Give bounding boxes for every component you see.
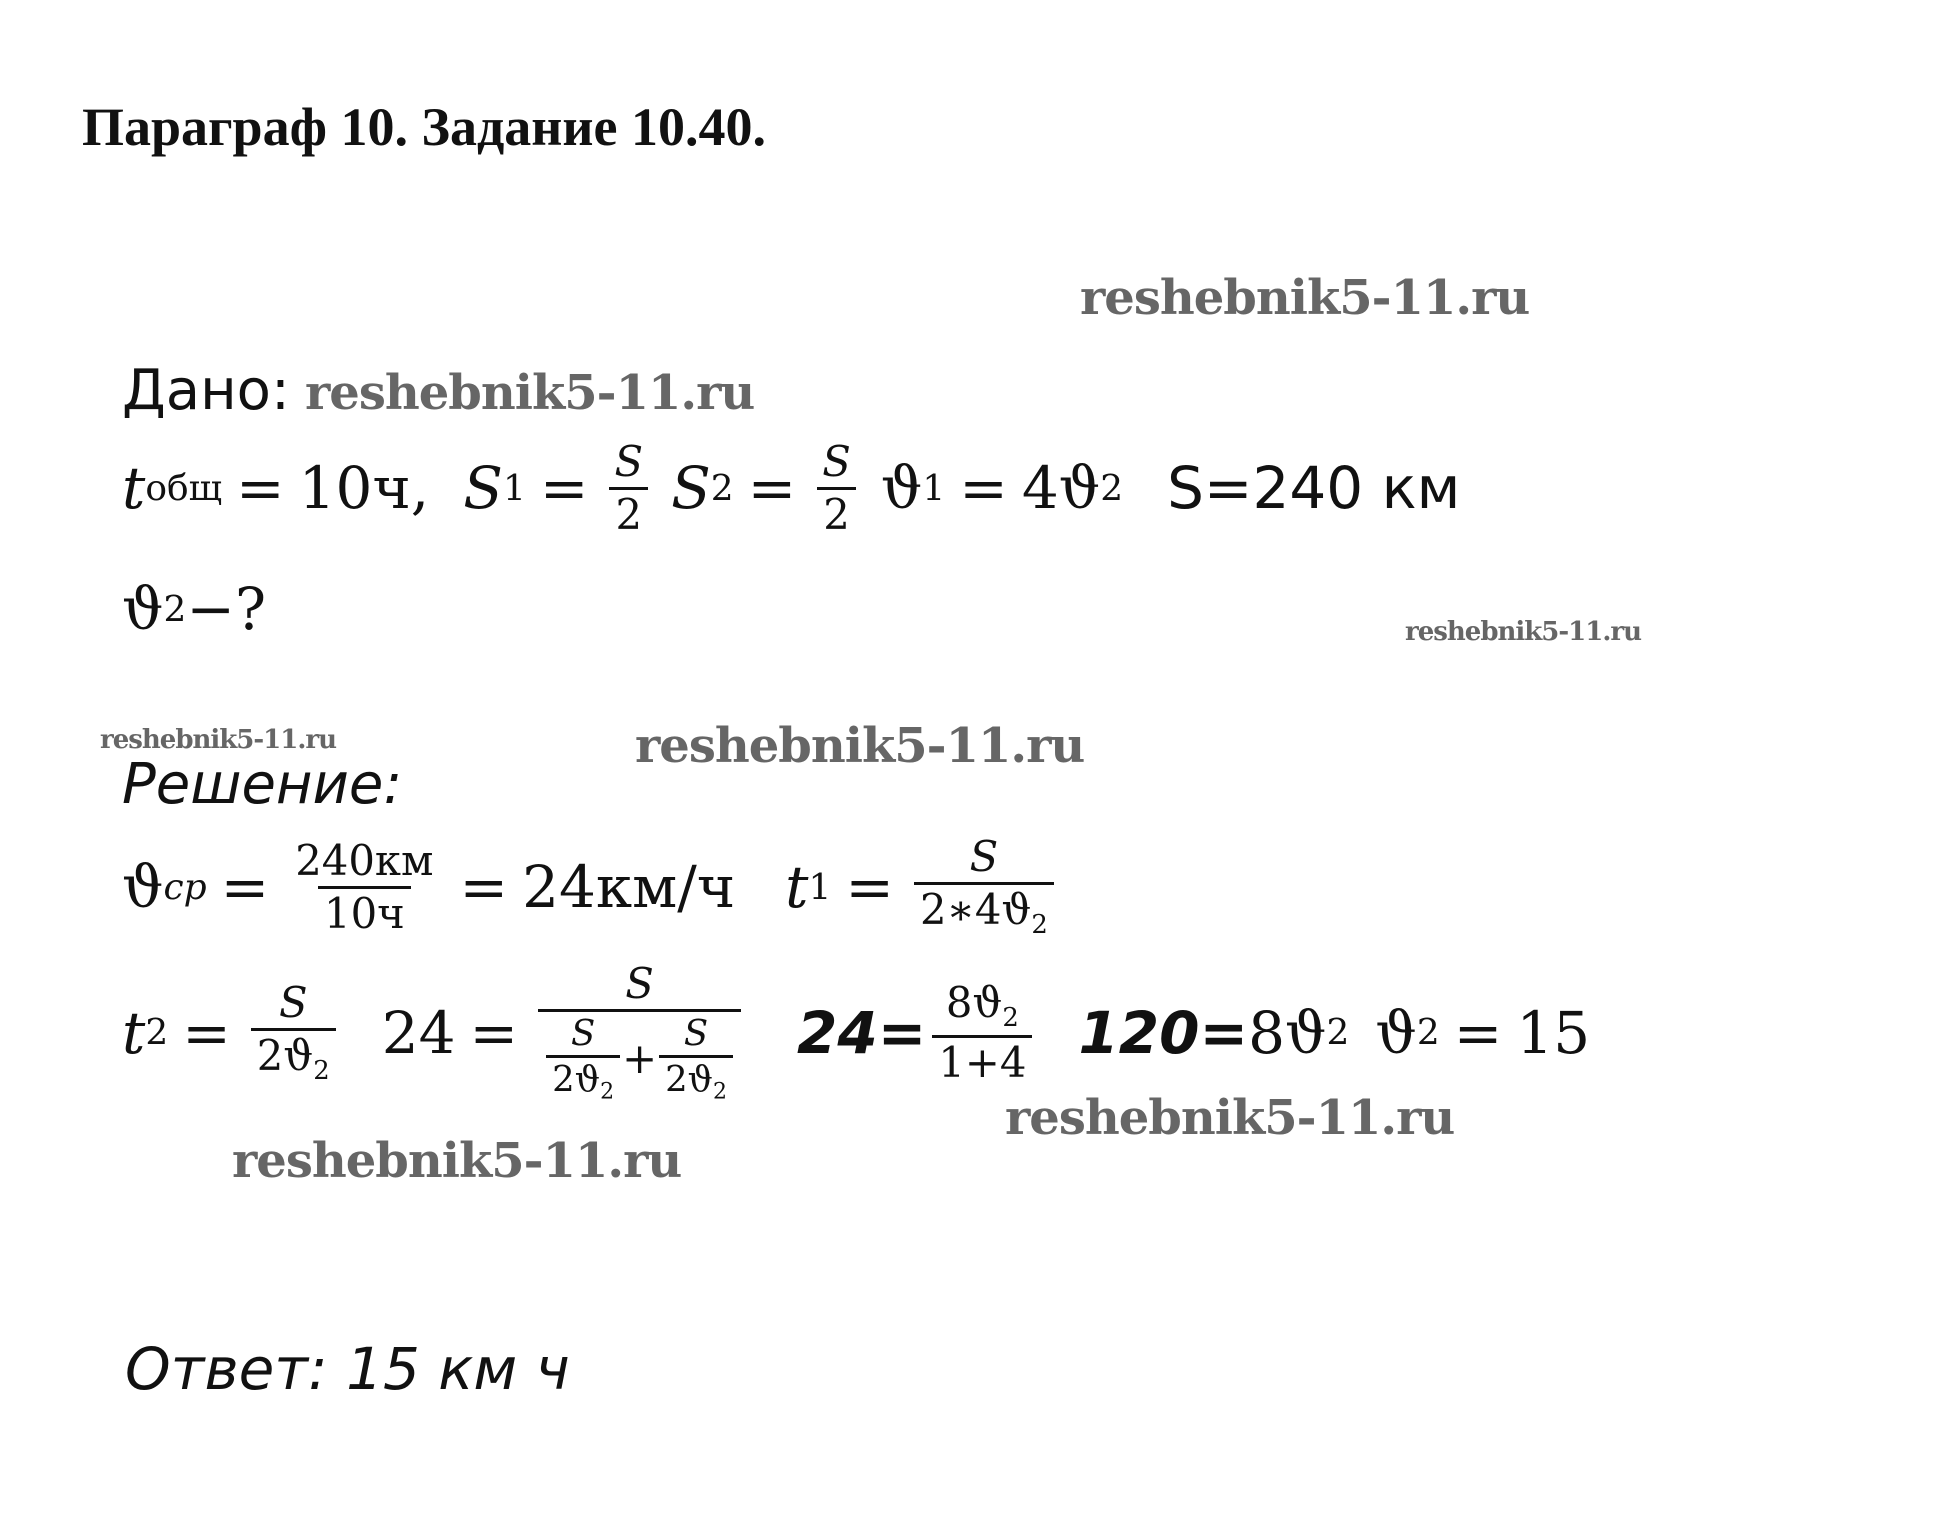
answer-line [125,1335,570,1403]
theta-subscript: 2 [163,588,187,630]
watermark: reshebnik5-11.ru [232,1133,682,1189]
question-mark: −? [186,575,267,643]
s1-symbol: S [463,454,503,523]
number-24: 24 [381,998,456,1067]
watermark: reshebnik5-11.ru [635,718,1085,774]
equals-sign: = [845,853,894,922]
theta-subscript: 2 [1100,467,1124,509]
watermark: reshebnik5-11.ru [305,365,755,421]
solution-line-2 [122,959,1591,1105]
time-subscript: общ [145,467,223,509]
page-title: Параграф 10. Задание 10.40. [82,97,766,157]
average-speed-fraction: $\frac{240км}{10ч}$ [295,835,434,938]
equals-sign: = [469,998,519,1067]
equals-sign: = [236,454,285,523]
time-subscript: 2 [145,1012,169,1054]
coefficient: 4 [1021,454,1059,523]
coefficient: 8 [1248,998,1286,1067]
theta-subscript: 1 [922,467,946,509]
s2-symbol: S [671,454,711,523]
solution-line-1 [122,832,1060,940]
given-heading: Дано: [122,358,290,423]
time-symbol: t [122,998,146,1067]
equals-sign: = [1453,998,1503,1067]
theta-symbol: ϑ [1285,998,1327,1067]
final-result: 15 [1516,998,1591,1067]
half-distance-fraction: $\frac{S}{2}$ [608,440,649,537]
equation-24: 24= [797,998,927,1067]
theta-symbol: ϑ [880,454,923,523]
given-equations [122,437,1461,539]
equals-sign: = [459,853,509,922]
total-time-fraction: S $\frac{S}{2ϑ_2}$ + $\frac{S}{2ϑ_2}$ [538,962,741,1104]
watermark: reshebnik5-11.ru [100,725,337,755]
average-speed-result: 24км/ч [522,853,736,922]
t1-fraction: $\frac{S}{2∗4ϑ_2}$ [914,835,1054,939]
theta-symbol: ϑ [1375,998,1417,1067]
t2-fraction: $\frac{S}{2ϑ_2}$ [251,981,336,1085]
time-symbol: t [122,454,146,523]
theta-subscript: 2 [1326,1012,1350,1054]
watermark: reshebnik5-11.ru [1080,270,1530,326]
time-subscript: 1 [808,866,832,908]
simplified-fraction: $\frac{8ϑ_2}{1+4}$ [932,981,1032,1085]
total-distance: S=240 км [1167,454,1461,523]
watermark: reshebnik5-11.ru [1005,1090,1455,1146]
equals-sign: = [220,853,270,922]
answer-text: Ответ: 15 км ч [125,1335,570,1403]
theta-symbol: ϑ [122,575,164,643]
unknown-quantity [122,575,266,643]
total-time-value: 10ч, [298,454,430,523]
s2-subscript: 2 [710,467,734,509]
theta-symbol: ϑ [122,853,164,922]
s1-subscript: 1 [502,467,526,509]
time-symbol: t [785,853,809,922]
average-speed-subscript: ср [163,866,207,908]
equals-sign: = [959,454,1008,523]
equals-sign: = [182,998,231,1067]
equation-120: 120= [1078,998,1249,1067]
watermark: reshebnik5-11.ru [1405,617,1642,647]
theta-subscript: 2 [1416,1012,1440,1054]
equals-sign: = [747,454,797,523]
solution-heading: Решение: [122,752,403,817]
half-distance-fraction: $\frac{S}{2}$ [816,440,857,537]
equals-sign: = [539,454,589,523]
theta-symbol: ϑ [1058,454,1101,523]
